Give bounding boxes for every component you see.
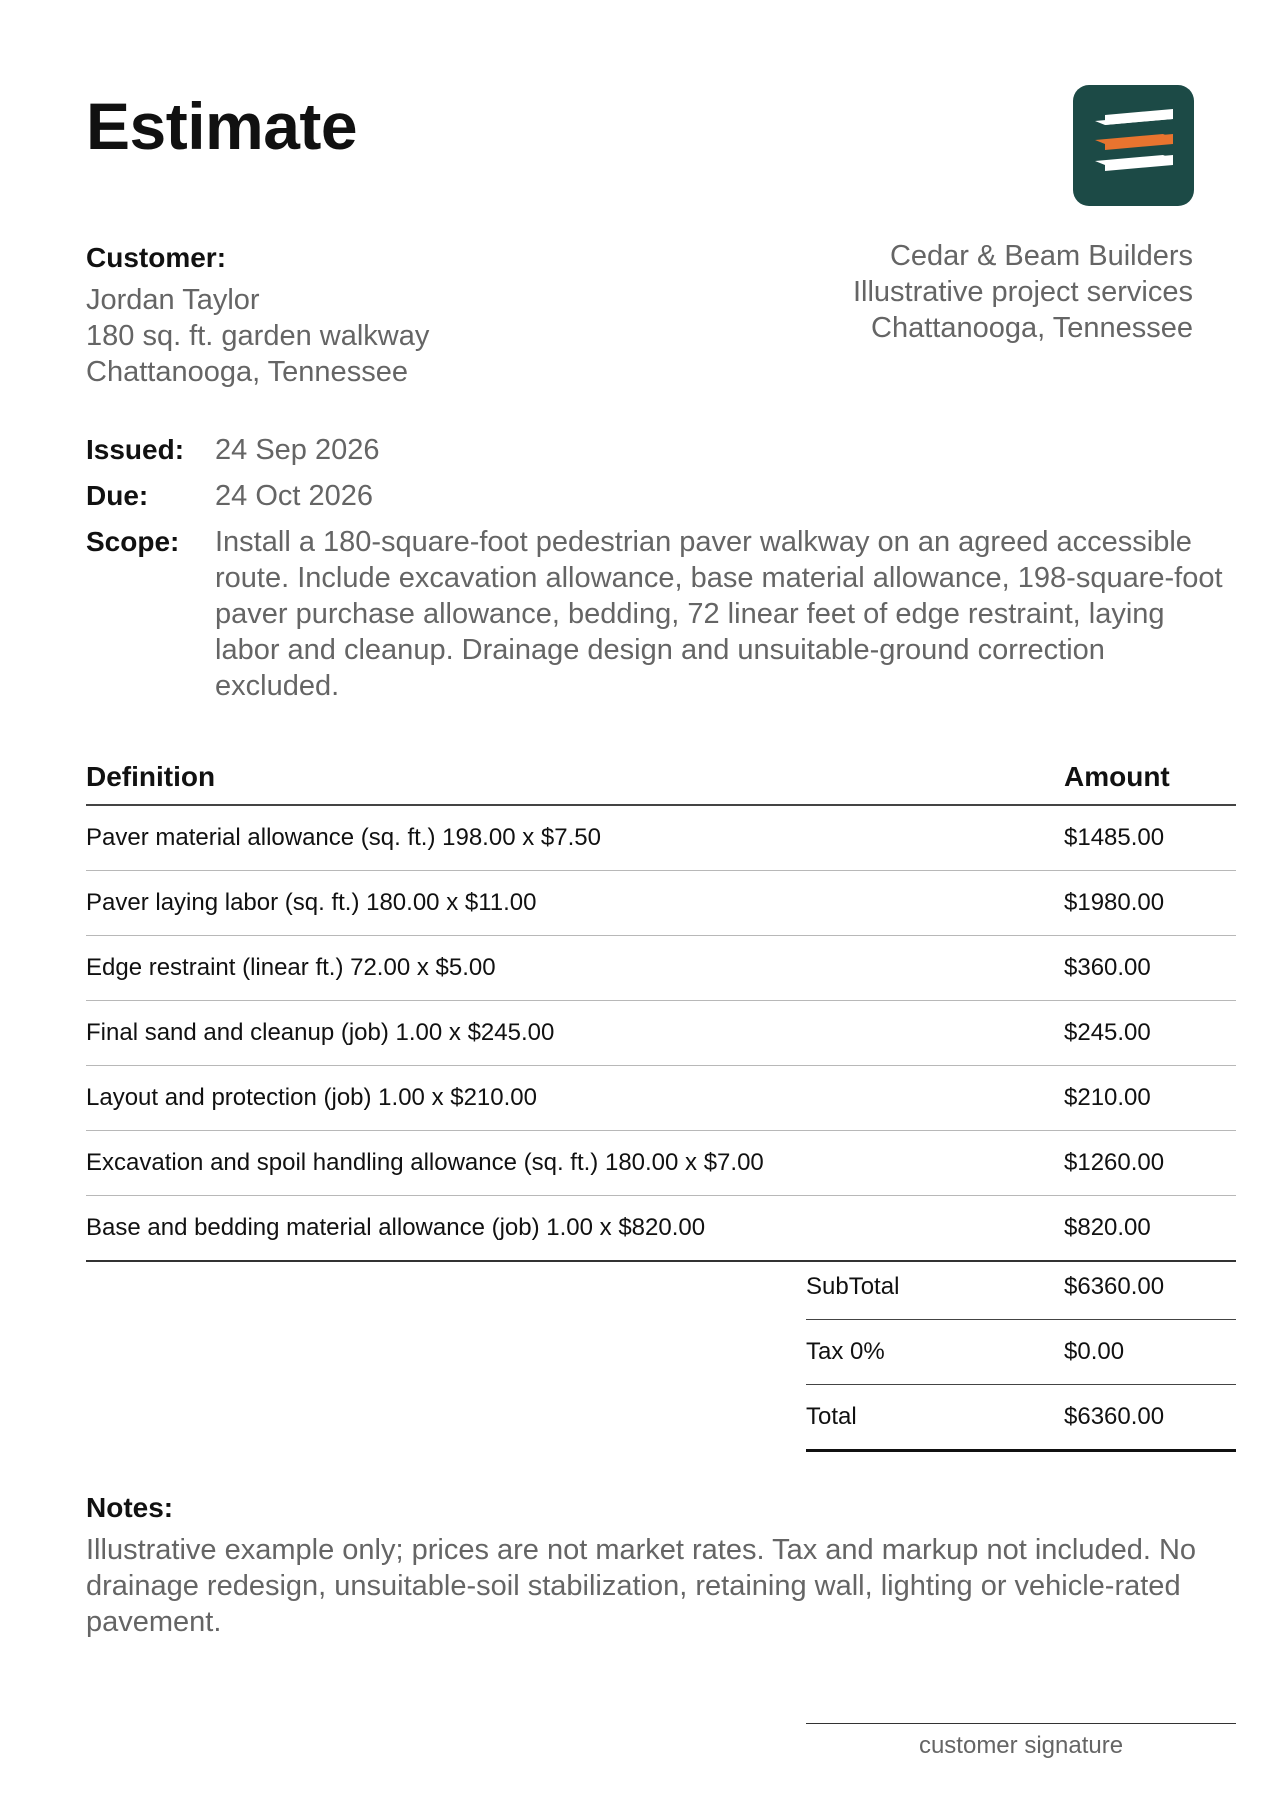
table-row: [86, 871, 1236, 936]
line-items-table: [86, 758, 1236, 1262]
company-location: Chattanooga, Tennessee: [871, 312, 1193, 344]
due-row: [86, 478, 1236, 514]
table-row: [86, 1131, 1236, 1196]
company-block: [673, 238, 1193, 346]
table-row: [86, 1001, 1236, 1066]
subtotal-label: SubTotal: [806, 1255, 1064, 1320]
item-amount: $360.00: [1064, 936, 1236, 1001]
issued-label: Issued:: [86, 434, 185, 465]
stacked-pavers-icon: [1073, 85, 1194, 206]
item-definition: Layout and protection (job) 1.00 x $210.00: [86, 1066, 1064, 1131]
table-row: [86, 1196, 1236, 1262]
table-row: [86, 936, 1236, 1001]
table-row: [86, 1066, 1236, 1131]
notes-text: Illustrative example only; prices are not market rates. Tax and markup not included. No drainage redesign, unsuitable-soil stabilization, retaining wall, lighting or vehicle-rated pavement.: [86, 1534, 1197, 1638]
tax-row: [806, 1320, 1236, 1385]
table-header-row: [86, 758, 1236, 805]
customer-project: 180 sq. ft. garden walkway: [86, 320, 430, 352]
scope-label: Scope:: [86, 526, 180, 557]
item-definition: Final sand and cleanup (job) 1.00 x $245.00: [86, 1001, 1064, 1066]
estimate-meta: [86, 432, 1236, 714]
customer-location: Chattanooga, Tennessee: [86, 356, 408, 388]
signature-label: customer signature: [918, 1732, 1124, 1759]
scope-row: [86, 524, 1236, 704]
company-logo: [1073, 85, 1194, 206]
item-amount: $820.00: [1064, 1196, 1236, 1262]
amount-header: Amount: [1064, 758, 1236, 805]
subtotal-row: [806, 1255, 1236, 1320]
item-definition: Paver material allowance (sq. ft.) 198.00 x $7.50: [86, 805, 1064, 871]
notes-label: Notes:: [86, 1492, 174, 1523]
item-amount: $210.00: [1064, 1066, 1236, 1131]
company-tagline: Illustrative project services: [852, 276, 1193, 308]
item-definition: Excavation and spoil handling allowance (sq. ft.) 180.00 x $7.00: [86, 1131, 1064, 1196]
customer-block: [86, 238, 606, 390]
item-definition: Base and bedding material allowance (job) 1.00 x $820.00: [86, 1196, 1064, 1262]
total-label: Total: [806, 1385, 1064, 1451]
total-row: [806, 1385, 1236, 1451]
customer-name: Jordan Taylor: [86, 284, 260, 316]
scope-text: Install a 180-square-foot pedestrian paver walkway on an agreed accessible route. Include excavation allowance, base material allowance, 198-square-foot paver purchase allowance, bedding, 72 linear feet of edge restraint, laying labor and cleanup. Drainage design and unsuitable-ground correction excluded.: [215, 526, 1223, 702]
issued-row: [86, 432, 1236, 468]
due-label: Due:: [86, 480, 149, 511]
notes-block: [86, 1488, 1206, 1640]
subtotal-value: $6360.00: [1064, 1255, 1236, 1320]
item-amount: $1260.00: [1064, 1131, 1236, 1196]
totals-table: [806, 1255, 1236, 1452]
item-amount: $1980.00: [1064, 871, 1236, 936]
customer-label: Customer:: [86, 242, 227, 273]
due-date: 24 Oct 2026: [215, 480, 373, 512]
issued-date: 24 Sep 2026: [215, 434, 380, 466]
table-row: [86, 805, 1236, 871]
item-definition: Edge restraint (linear ft.) 72.00 x $5.00: [86, 936, 1064, 1001]
item-amount: $1485.00: [1064, 805, 1236, 871]
definition-header: Definition: [86, 758, 1064, 805]
company-name: Cedar & Beam Builders: [889, 240, 1193, 272]
signature-line: [806, 1723, 1236, 1724]
tax-value: $0.00: [1064, 1320, 1236, 1385]
tax-label: Tax 0%: [806, 1320, 1064, 1385]
item-amount: $245.00: [1064, 1001, 1236, 1066]
item-definition: Paver laying labor (sq. ft.) 180.00 x $11.00: [86, 871, 1064, 936]
total-value: $6360.00: [1064, 1385, 1236, 1451]
document-title: Estimate: [86, 89, 358, 163]
